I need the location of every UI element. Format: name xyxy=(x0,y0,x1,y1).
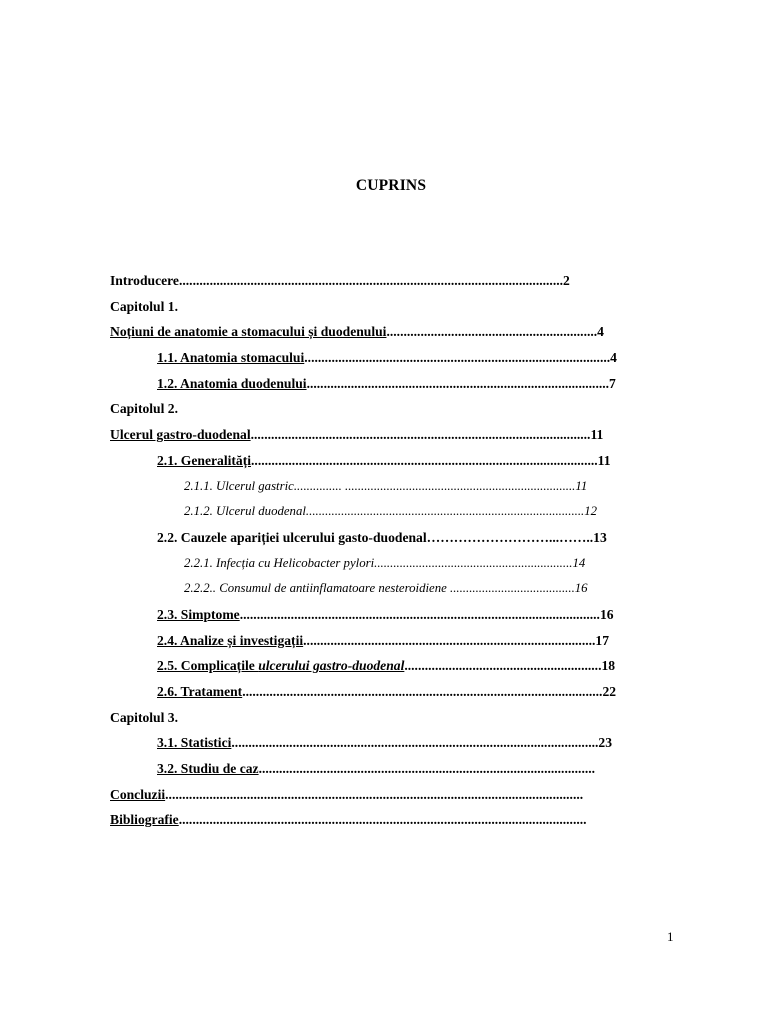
toc-page-number: 12 xyxy=(584,504,598,519)
toc-entry-title: Capitolul 1. xyxy=(110,298,178,314)
page-title: CUPRINS xyxy=(355,177,427,194)
toc-entry-title: Concluzii xyxy=(110,786,166,802)
toc-leader-dots: ........................................................................................................................ xyxy=(178,812,587,828)
toc-entry-title: Bibliografie xyxy=(110,812,179,828)
toc-entry-2-2[interactable] xyxy=(110,525,680,551)
toc-entry-title: 1.2. Anatomia duodenului xyxy=(157,375,307,391)
toc-entry-title: Capitolul 3. xyxy=(110,709,178,725)
toc-leader-dots: .................................................................................................... xyxy=(250,427,591,443)
toc-page-number: 18 xyxy=(601,658,616,674)
toc-page-number: 23 xyxy=(598,735,613,751)
toc-leader-dots: .............................................................. xyxy=(386,324,598,340)
toc-entry-2-1[interactable] xyxy=(110,448,680,474)
toc-entry-title: 3.1. Statistici xyxy=(157,735,232,751)
toc-leader-dots: ....................................................................................... xyxy=(305,504,585,519)
toc-leader-dots: ............................................................................................................ xyxy=(231,735,599,751)
toc-page-number: 4 xyxy=(610,350,617,366)
toc-page-number: 13 xyxy=(593,529,607,545)
toc-entry-title: 2.3. Simptome xyxy=(157,606,240,622)
toc-leader-dots: ....................................... xyxy=(446,581,575,596)
toc-entry-concluzii[interactable] xyxy=(110,782,680,808)
toc-leader-dots: ........................................................................................................................... xyxy=(165,786,584,802)
toc-leader-dots: ............... ........................................................................ xyxy=(293,478,576,493)
toc-entry-title: 2.2. Cauzele apariției ulcerului gasto-duodenal xyxy=(157,529,427,545)
toc-entry-2-1-1[interactable] xyxy=(110,474,680,500)
toc-entry-2-6[interactable] xyxy=(110,679,680,705)
toc-leader-dots: ...................................................................................... xyxy=(303,632,596,648)
toc-entry-title: 3.2. Studiu de caz xyxy=(157,761,259,777)
toc-page-number: 14 xyxy=(572,555,586,570)
toc-page-number: 11 xyxy=(597,452,611,468)
toc-entry-title: 2.2.2.. Consumul de antiinflamatoare nesteroidiene xyxy=(184,581,447,596)
toc-page-number: 16 xyxy=(574,581,588,596)
toc-entry-2-4[interactable] xyxy=(110,628,680,654)
toc-page-number: 7 xyxy=(609,375,616,391)
toc-entry-title: 2.1. Generalități xyxy=(157,452,252,468)
toc-entry-2-3[interactable] xyxy=(110,602,680,628)
toc-entry-2-5[interactable] xyxy=(110,653,680,679)
toc-page-number: 11 xyxy=(575,478,588,493)
toc-leader-dots: .............................................................. xyxy=(374,555,573,570)
toc-entry-2-2-2[interactable] xyxy=(110,576,680,602)
toc-leader-dots: ………………………...…….. xyxy=(426,529,594,545)
toc-leader-dots: ................................................................................................... xyxy=(258,761,596,777)
toc-leader-dots: ......................................................................................... xyxy=(306,375,610,391)
toc-page-number: 2 xyxy=(563,273,570,288)
toc-page-number: 11 xyxy=(590,427,604,443)
table-of-contents xyxy=(110,268,680,833)
toc-entry-1-1[interactable] xyxy=(110,345,680,371)
toc-entry-ulcerul-gastro-duodenal[interactable] xyxy=(110,422,680,448)
toc-entry-title: 2.5. Complicațile xyxy=(157,658,259,674)
toc-entry-title: 2.4. Analize și investigații xyxy=(157,632,304,648)
toc-entry-introducere[interactable] xyxy=(110,268,680,294)
toc-entry-title: Ulcerul gastro-duodenal xyxy=(110,427,251,443)
toc-page-number: 4 xyxy=(597,324,604,340)
toc-entry-2-1-2[interactable] xyxy=(110,499,680,525)
toc-leader-dots: .......................................................................................................... xyxy=(242,684,603,699)
toc-entry-title: 2.2.1. Infecția cu Helicobacter pylori xyxy=(184,555,375,570)
toc-leader-dots: ...................................................................................................... xyxy=(251,452,598,468)
toc-entry-notiuni-anatomie[interactable] xyxy=(110,319,680,345)
toc-page-number: 22 xyxy=(602,684,617,699)
toc-page-number: 17 xyxy=(595,632,609,648)
toc-entry-title: ulcerului gastro-duodenal xyxy=(258,658,405,674)
page-number: 1 xyxy=(667,929,674,944)
toc-page-number: 16 xyxy=(599,606,614,622)
toc-leader-dots: .......................................................................................... xyxy=(304,350,611,366)
toc-leader-dots: ................................................................................................................. xyxy=(178,273,564,288)
toc-entry-title: 1.1. Anatomia stomacului xyxy=(157,350,305,366)
toc-leader-dots: .......................................................... xyxy=(404,658,602,674)
toc-entry-capitolul-1[interactable] xyxy=(110,294,680,320)
toc-entry-3-2[interactable] xyxy=(110,756,680,782)
toc-entry-capitolul-2[interactable] xyxy=(110,396,680,422)
toc-entry-bibliografie[interactable] xyxy=(110,807,680,833)
toc-entry-title: 2.6. Tratament xyxy=(157,684,243,699)
toc-entry-title: 2.1.1. Ulcerul gastric xyxy=(184,478,294,493)
toc-entry-3-1[interactable] xyxy=(110,730,680,756)
toc-entry-title: Noțiuni de anatomie a stomacului și duodenului xyxy=(110,324,387,340)
toc-entry-title: Introducere xyxy=(110,273,179,288)
toc-entry-1-2[interactable] xyxy=(110,371,680,397)
toc-entry-2-2-1[interactable] xyxy=(110,551,680,577)
toc-leader-dots: .......................................................................................................... xyxy=(239,606,600,622)
toc-entry-title: 2.1.2. Ulcerul duodenal xyxy=(184,504,306,519)
toc-entry-capitolul-3[interactable] xyxy=(110,705,680,731)
toc-entry-title: Capitolul 2. xyxy=(110,401,178,417)
